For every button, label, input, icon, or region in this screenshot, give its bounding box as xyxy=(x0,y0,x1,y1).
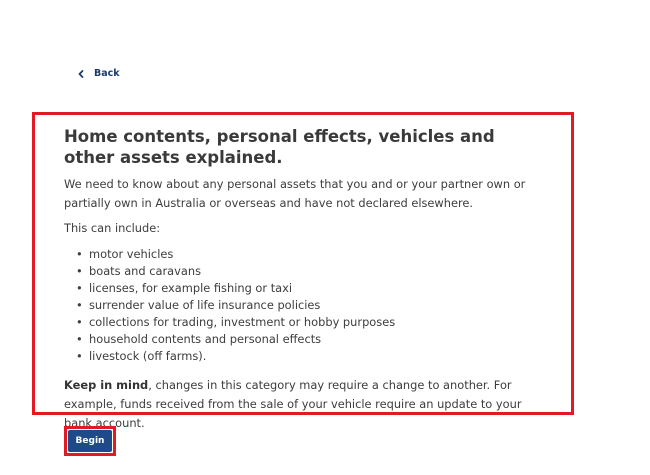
back-link-label: Back xyxy=(94,68,120,79)
begin-button[interactable]: Begin xyxy=(68,430,112,452)
list-item-text: surrender value of life insurance policies xyxy=(89,298,321,312)
bullet-icon: • xyxy=(76,315,83,329)
can-include-label: This can include: xyxy=(64,221,161,235)
bullet-icon: • xyxy=(76,332,83,346)
intro-paragraph: We need to know about any personal assets that you and or your partner own or partially own in Australia or overseas and have not declared elsewhere. xyxy=(64,177,526,210)
list-item xyxy=(76,314,395,331)
list-item-text: livestock (off farms). xyxy=(89,349,207,363)
keep-in-mind-text: , changes in this category may require a change to another. For example, funds received from the sale of your vehicle require an update to your bank account. xyxy=(64,378,522,430)
list-item xyxy=(76,331,395,348)
list-item-text: boats and caravans xyxy=(89,264,202,278)
list-item-text: household contents and personal effects xyxy=(89,332,322,346)
list-item xyxy=(76,246,395,263)
list-item-text: motor vehicles xyxy=(89,247,174,261)
bullet-icon: • xyxy=(76,247,83,261)
list-item-text: licenses, for example fishing or taxi xyxy=(89,281,293,295)
bullet-icon: • xyxy=(76,264,83,278)
list-item-text: collections for trading, investment or hobby purposes xyxy=(89,315,396,329)
bullet-icon: • xyxy=(76,349,83,363)
keep-in-mind-label: Keep in mind xyxy=(64,378,149,392)
list-item xyxy=(76,280,395,297)
asset-list xyxy=(76,246,395,365)
bullet-icon: • xyxy=(76,281,83,295)
keep-in-mind-note xyxy=(64,376,544,433)
chevron-left-icon xyxy=(76,69,86,79)
back-link[interactable] xyxy=(76,68,120,79)
bullet-icon: • xyxy=(76,298,83,312)
list-item xyxy=(76,297,395,314)
list-item xyxy=(76,348,395,365)
section-title: Home contents, personal effects, vehicles and other assets explained. xyxy=(64,127,495,167)
list-item xyxy=(76,263,395,280)
